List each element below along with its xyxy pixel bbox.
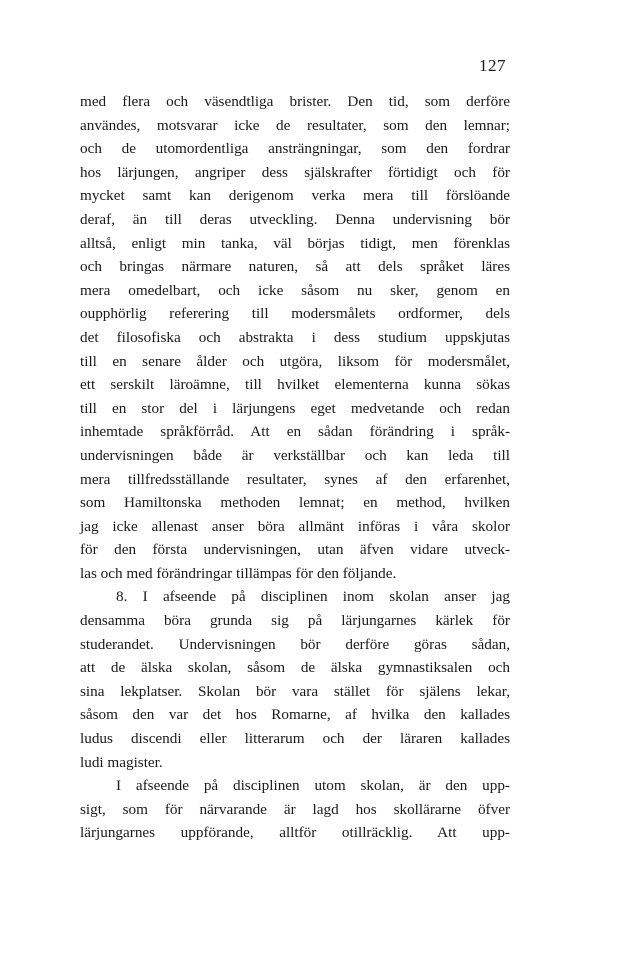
text-line: las och med förändringar tillämpas för den följande.	[80, 564, 397, 582]
text-line: I afseende på disciplinen utom skolan, är den upp-	[116, 777, 510, 795]
text-line: ett serskilt läroämne, till hvilket elementerna kunna sökas	[80, 376, 510, 394]
text-line: såsom den var det hos Romarne, af hvilka den kallades	[80, 706, 510, 724]
text-line: och bringas närmare naturen, så att dels språket läres	[80, 258, 510, 276]
text-line: det filosofiska och abstrakta i dess studium uppskjutas	[80, 328, 510, 346]
text-line: jag icke allenast anser böra allmänt införas i våra skolor	[80, 517, 510, 535]
text-line: inhemtade språkförråd. Att en sådan förändring i språk-	[80, 423, 510, 441]
page-number: 127	[479, 56, 506, 75]
text-line: lärjungarnes uppförande, alltför otillräcklig. Att upp-	[80, 824, 510, 842]
text-line: studerandet. Undervisningen bör derföre göras sådan,	[80, 635, 510, 653]
text-line: mycket samt kan derigenom verka mera till förslöande	[80, 187, 510, 205]
text-line: till en senare ålder och utgöra, liksom för modersmålet,	[80, 352, 510, 370]
text-line: alltså, enligt min tanka, väl börjas tidigt, men förenklas	[80, 234, 510, 252]
body-text	[80, 90, 510, 845]
text-line: till en stor del i lärjungens eget medvetande och redan	[80, 399, 510, 417]
text-line: sina lekplatser. Skolan bör vara stället för själens lekar,	[80, 682, 510, 700]
text-line: som Hamiltonska methoden lemnat; en method, hvilken	[80, 494, 510, 512]
text-line: undervisningen både är verkställbar och kan leda till	[80, 446, 510, 464]
text-line: oupphörlig referering till modersmålets ordformer, dels	[80, 305, 510, 323]
text-line: för den första undervisningen, utan äfven vidare utveck-	[80, 541, 510, 559]
text-line: ludus discendi eller litterarum och der läraren kallades	[80, 730, 510, 748]
text-line: 8. I afseende på disciplinen inom skolan anser jag	[116, 588, 510, 606]
text-line: deraf, än till deras utveckling. Denna undervisning bör	[80, 210, 510, 228]
text-line: mera omedelbart, och icke såsom nu sker, genom en	[80, 281, 510, 299]
text-line: användes, motsvarar icke de resultater, som den lemnar;	[80, 116, 510, 134]
text-line: mera tillfredsställande resultater, synes af den erfarenhet,	[80, 470, 510, 488]
text-line: och de utomordentliga ansträngningar, som den fordrar	[80, 140, 510, 158]
text-line: sigt, som för närvarande är lagd hos skollärarne öfver	[80, 800, 510, 818]
text-line: ludi magister.	[80, 753, 163, 771]
text-line: hos lärjungen, angriper dess själskrafter förtidigt och för	[80, 163, 510, 181]
text-line: att de älska skolan, såsom de älska gymnastiksalen och	[80, 659, 510, 677]
text-line: med flera och väsendtliga brister. Den tid, som derföre	[80, 93, 510, 110]
text-line: densamma böra grunda sig på lärjungarnes kärlek för	[80, 612, 510, 630]
